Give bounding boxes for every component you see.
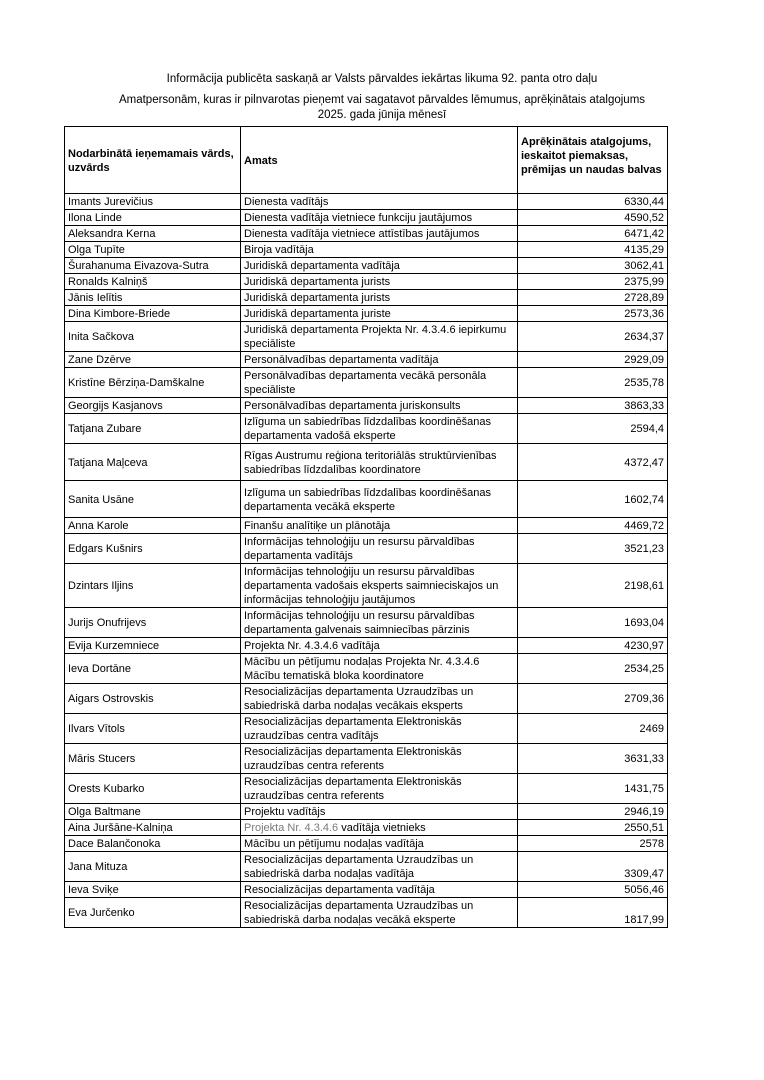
employee-name: Kristīne Bērziņa-Damškalne <box>65 368 241 398</box>
employee-position: Resocializācijas departamenta Elektroniskās uzraudzības centra referents <box>241 744 518 774</box>
table-row <box>65 836 668 852</box>
table-row <box>65 564 668 608</box>
table-row <box>65 714 668 744</box>
employee-name: Dace Balančonoka <box>65 836 241 852</box>
employee-position: Rīgas Austrumu reģiona teritoriālās struktūrvienības sabiedrības līdzdalības koordinatore <box>241 444 518 481</box>
employee-salary: 3631,33 <box>518 744 668 774</box>
employee-position: Dienesta vadītāja vietniece funkciju jautājumos <box>241 210 518 226</box>
employee-name: Tatjana Maļceva <box>65 444 241 481</box>
table-row <box>65 852 668 882</box>
employee-name: Šurahanuma Eivazova-Sutra <box>65 258 241 274</box>
employee-salary: 4372,47 <box>518 444 668 481</box>
table-row <box>65 258 668 274</box>
employee-name: Ronalds Kalniņš <box>65 274 241 290</box>
table-row <box>65 654 668 684</box>
employee-salary: 2929,09 <box>518 352 668 368</box>
employee-name: Sanita Usāne <box>65 481 241 518</box>
salary-table <box>64 126 668 928</box>
employee-salary: 2578 <box>518 836 668 852</box>
employee-salary: 2573,36 <box>518 306 668 322</box>
table-row <box>65 638 668 654</box>
employee-position <box>241 820 518 836</box>
employee-salary: 2535,78 <box>518 368 668 398</box>
column-header-position: Amats <box>241 127 518 194</box>
table-row <box>65 352 668 368</box>
table-row <box>65 290 668 306</box>
employee-name: Imants Jurevičius <box>65 194 241 210</box>
document-title-line-2: Amatpersonām, kuras ir pilnvarotas pieņemt vai sagatavot pārvaldes lēmumus, aprēķinātais atalgojums <box>118 94 646 106</box>
position-text: vadītāja vietnieks <box>341 822 426 834</box>
table-row <box>65 368 668 398</box>
employee-name: Ilvars Vītols <box>65 714 241 744</box>
employee-position: Resocializācijas departamenta Uzraudzības un sabiedriskā darba nodaļas vecākā eksperte <box>241 898 518 928</box>
employee-position: Informācijas tehnoloģiju un resursu pārvaldības departamenta vadītājs <box>241 534 518 564</box>
employee-position: Juridiskā departamenta jurists <box>241 290 518 306</box>
employee-name: Aina Juršāne-Kalniņa <box>65 820 241 836</box>
table-row <box>65 534 668 564</box>
employee-name: Aleksandra Kerna <box>65 226 241 242</box>
employee-position: Mācību un pētījumu nodaļas vadītāja <box>241 836 518 852</box>
employee-salary: 2594,4 <box>518 414 668 444</box>
employee-name: Eva Jurčenko <box>65 898 241 928</box>
table-row <box>65 820 668 836</box>
table-row <box>65 274 668 290</box>
employee-name: Zane Dzērve <box>65 352 241 368</box>
employee-salary: 5056,46 <box>518 882 668 898</box>
employee-salary: 2469 <box>518 714 668 744</box>
employee-position: Juridiskā departamenta juriste <box>241 306 518 322</box>
employee-position: Resocializācijas departamenta Uzraudzības un sabiedriskā darba nodaļas vecākais eksperts <box>241 684 518 714</box>
employee-position: Resocializācijas departamenta Uzraudzības un sabiedriskā darba nodaļas vadītāja <box>241 852 518 882</box>
employee-name: Aigars Ostrovskis <box>65 684 241 714</box>
table-row <box>65 608 668 638</box>
table-body <box>65 194 668 928</box>
employee-position: Dienesta vadītājs <box>241 194 518 210</box>
employee-name: Dzintars Iljins <box>65 564 241 608</box>
table-row <box>65 744 668 774</box>
employee-name: Georgijs Kasjanovs <box>65 398 241 414</box>
employee-position: Mācību un pētījumu nodaļas Projekta Nr. 4.3.4.6 Mācību tematiskā bloka koordinatore <box>241 654 518 684</box>
table-row <box>65 444 668 481</box>
table-row <box>65 226 668 242</box>
employee-name: Dina Kimbore-Briede <box>65 306 241 322</box>
document-title-line-1: Informācija publicēta saskaņā ar Valsts pārvaldes iekārtas likuma 92. panta otro daļu <box>166 73 598 85</box>
employee-salary: 2728,89 <box>518 290 668 306</box>
employee-position: Personālvadības departamenta vecākā personāla speciāliste <box>241 368 518 398</box>
employee-salary: 3062,41 <box>518 258 668 274</box>
document-title-line-3: 2025. gada jūnija mēnesī <box>317 109 447 121</box>
employee-name: Ieva Dortāne <box>65 654 241 684</box>
employee-salary: 1602,74 <box>518 481 668 518</box>
employee-position: Personālvadības departamenta vadītāja <box>241 352 518 368</box>
table-row <box>65 804 668 820</box>
employee-position: Juridiskā departamenta Projekta Nr. 4.3.4.6 iepirkumu speciāliste <box>241 322 518 352</box>
employee-position: Biroja vadītāja <box>241 242 518 258</box>
employee-name: Ieva Sviķe <box>65 882 241 898</box>
employee-name: Olga Tupīte <box>65 242 241 258</box>
employee-position: Informācijas tehnoloģiju un resursu pārvaldības departamenta vadošais eksperts saimnieciskajos un informācijas tehnoloģiju jautājumos <box>241 564 518 608</box>
employee-position: Resocializācijas departamenta Elektroniskās uzraudzības centra vadītājs <box>241 714 518 744</box>
table-row <box>65 194 668 210</box>
employee-position: Finanšu analītiķe un plānotāja <box>241 518 518 534</box>
employee-salary: 3863,33 <box>518 398 668 414</box>
column-header-name: Nodarbinātā ieņemamais vārds, uzvārds <box>65 127 241 194</box>
table-row <box>65 306 668 322</box>
employee-name: Māris Stucers <box>65 744 241 774</box>
employee-name: Edgars Kušnirs <box>65 534 241 564</box>
employee-salary: 4590,52 <box>518 210 668 226</box>
employee-name: Ilona Linde <box>65 210 241 226</box>
employee-position: Personālvadības departamenta juriskonsults <box>241 398 518 414</box>
table-row <box>65 481 668 518</box>
employee-salary: 2534,25 <box>518 654 668 684</box>
employee-salary: 3309,47 <box>518 852 668 882</box>
employee-position: Projektu vadītājs <box>241 804 518 820</box>
employee-name: Jānis Ielītis <box>65 290 241 306</box>
employee-position: Izlīguma un sabiedrības līdzdalības koordinēšanas departamenta vecākā eksperte <box>241 481 518 518</box>
employee-salary: 2709,36 <box>518 684 668 714</box>
employee-salary: 4469,72 <box>518 518 668 534</box>
employee-salary: 1693,04 <box>518 608 668 638</box>
employee-position: Resocializācijas departamenta vadītāja <box>241 882 518 898</box>
employee-salary: 4135,29 <box>518 242 668 258</box>
table-row <box>65 398 668 414</box>
employee-name: Jana Mituza <box>65 852 241 882</box>
table-row <box>65 210 668 226</box>
employee-name: Evija Kurzemniece <box>65 638 241 654</box>
employee-salary: 1431,75 <box>518 774 668 804</box>
table-row <box>65 414 668 444</box>
employee-salary: 2634,37 <box>518 322 668 352</box>
employee-name: Orests Kubarko <box>65 774 241 804</box>
employee-name: Tatjana Zubare <box>65 414 241 444</box>
employee-position: Juridiskā departamenta jurists <box>241 274 518 290</box>
employee-name: Anna Karole <box>65 518 241 534</box>
employee-name: Inita Sačkova <box>65 322 241 352</box>
column-header-salary: Aprēķinātais atalgojums, ieskaitot piemaksas, prēmijas un naudas balvas <box>518 127 668 194</box>
position-project-ref: Projekta Nr. 4.3.4.6 <box>244 822 339 834</box>
employee-salary: 2375,99 <box>518 274 668 290</box>
employee-salary: 2550,51 <box>518 820 668 836</box>
table-row <box>65 322 668 352</box>
employee-name: Jurijs Onufrijevs <box>65 608 241 638</box>
table-row <box>65 684 668 714</box>
employee-salary: 3521,23 <box>518 534 668 564</box>
employee-position: Dienesta vadītāja vietniece attīstības jautājumos <box>241 226 518 242</box>
employee-position: Resocializācijas departamenta Elektroniskās uzraudzības centra referents <box>241 774 518 804</box>
employee-salary: 6471,42 <box>518 226 668 242</box>
employee-position: Informācijas tehnoloģiju un resursu pārvaldības departamenta galvenais saimniecības pārzinis <box>241 608 518 638</box>
employee-salary: 2946,19 <box>518 804 668 820</box>
employee-salary: 4230,97 <box>518 638 668 654</box>
employee-position: Projekta Nr. 4.3.4.6 vadītāja <box>241 638 518 654</box>
employee-position: Juridiskā departamenta vadītāja <box>241 258 518 274</box>
table-row <box>65 774 668 804</box>
table-row <box>65 898 668 928</box>
employee-position: Izlīguma un sabiedrības līdzdalības koordinēšanas departamenta vadošā eksperte <box>241 414 518 444</box>
table-row <box>65 882 668 898</box>
employee-salary: 2198,61 <box>518 564 668 608</box>
employee-name: Olga Baltmane <box>65 804 241 820</box>
table-header-row <box>65 127 668 194</box>
table-row <box>65 242 668 258</box>
employee-salary: 6330,44 <box>518 194 668 210</box>
table-row <box>65 518 668 534</box>
employee-salary: 1817,99 <box>518 898 668 928</box>
